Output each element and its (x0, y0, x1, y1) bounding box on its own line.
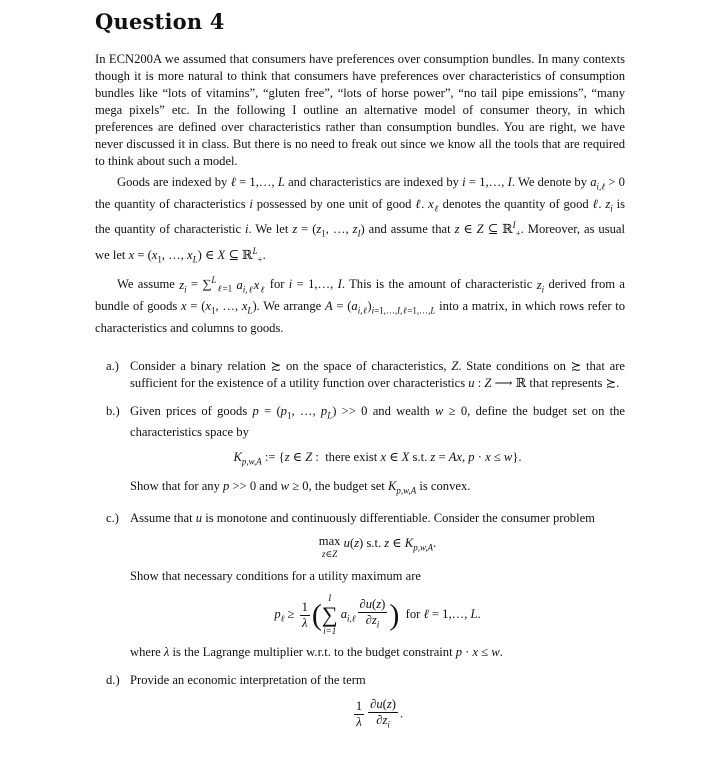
item-b: b.) Given prices of goods $p = (p_1$, …, $p_L) >> 0$ and wealth w ≥ 0, define the budget set on the characteristics space by $K_{p,w,A}$ := {z ∈ Z : there exist x ∈ X s.t. z = Ax, p · x ≤ w}. Show that for any p >> 0 and w ≥ 0, the budget set $K_{p,w,A}$ is convex. (106, 403, 626, 496)
question-items (95, 358, 625, 733)
question-title: Question 4 (95, 9, 225, 34)
foc-equation: $p_\ell$ ≥ $\frac{1}{\lambda}$ ( I ∑ i=1 $a_{i,\ell}$ $\frac{\partial u(z)}{\partial z_i}$ ) for ℓ = 1,…, L. (274, 593, 481, 637)
budget-set-equation: $K_{p,w,A}$ := {z ∈ Z : there exist x ∈ X s.t. z = Ax, p · x ≤ w}. (233, 450, 522, 467)
question-body (95, 51, 625, 740)
intro-paragraph: In ECN200A we assumed that consumers have preferences over consumption bundles. In many contexts though it is more natural to think that consumers have preferences over characteristics of consumption bundles like “lots of vitamins”, “gluten free”, “lots of horse power”, “no tail pipe emissions”, “many mega pixels” etc. In the following I outline an alternative model of consumer theory, in which preferences are defined over characteristics rather than consumption bundles. You are right, we have never discussed it in class. But there is no need to freak out since we know all the tools that are required to think about such a model. (95, 52, 625, 168)
item-c: c.) Assume that u is monotone and continuously differentiable. Consider the consumer problem max z∈Z u(z) s.t. z ∈ $K_{p,w,A}$. Show that necessary conditions for a utility maximum are $p_\ell$ ≥ $\frac{1}{\lambda}$ ( I ∑ i=1 $a_{i,\ell}$ $\frac{\partial u(z)}{\partial z_i}$ ) for ℓ = 1,…, L. where λ is the Lagrange multiplier w.r.t. to the budget constraint p · x ≤ w. (95, 510, 625, 661)
item-d: d.) Provide an economic interpretation of the term $\frac{1}{\lambda}$ $\frac{\partial u(z)}{\partial z_i}$ . (95, 672, 625, 733)
interpretation-term: $\frac{1}{\lambda}$ $\frac{\partial u(z)}{\partial z_i}$ . (355, 697, 404, 730)
paragraph-notation: Goods are indexed by ℓ = 1,…, L and characteristics are indexed by i = 1,…, I. We denote by $a_{i,\ell} > 0$ the quantity of characteristics i possessed by one unit of good ℓ. $x_\ell$ denotes the quantity of good ℓ. $z_i$ is the quantity of characteristic i. We let $z = (z_1$, …, $z_I$) and assume that z ∈ Z ⊆ ℝ$^I_+$. Moreover, as usual we let $x = (x_1$, …, $x_L$) ∈ X ⊆ ℝ$^L_+$. (95, 175, 626, 265)
item-a: a.) Consider a binary relation ≿ on the space of characteristics, Z. State conditions on ≿ that are sufficient for the existence of a utility function over characteristics u : Z ⟶ ℝ that represents ≿. (106, 358, 625, 390)
paragraph-assumption: We assume $z_i = \sum^L_{\ell=1}$ $a_{i,\ell}x_\ell$ for i = 1,…, I. This is the amount of characteristic $z_i$ derived from a bundle of goods $x = (x_1$, …, $x_L$). We arrange $A = (a_{i,\ell})_{i=1,\dots,I,\ell=1,\dots,L}$ into a matrix, in which rows refer to characteristics and columns to goods. (95, 275, 626, 335)
consumer-problem-equation: max z∈Z u(z) s.t. z ∈ $K_{p,w,A}$. (318, 534, 437, 560)
